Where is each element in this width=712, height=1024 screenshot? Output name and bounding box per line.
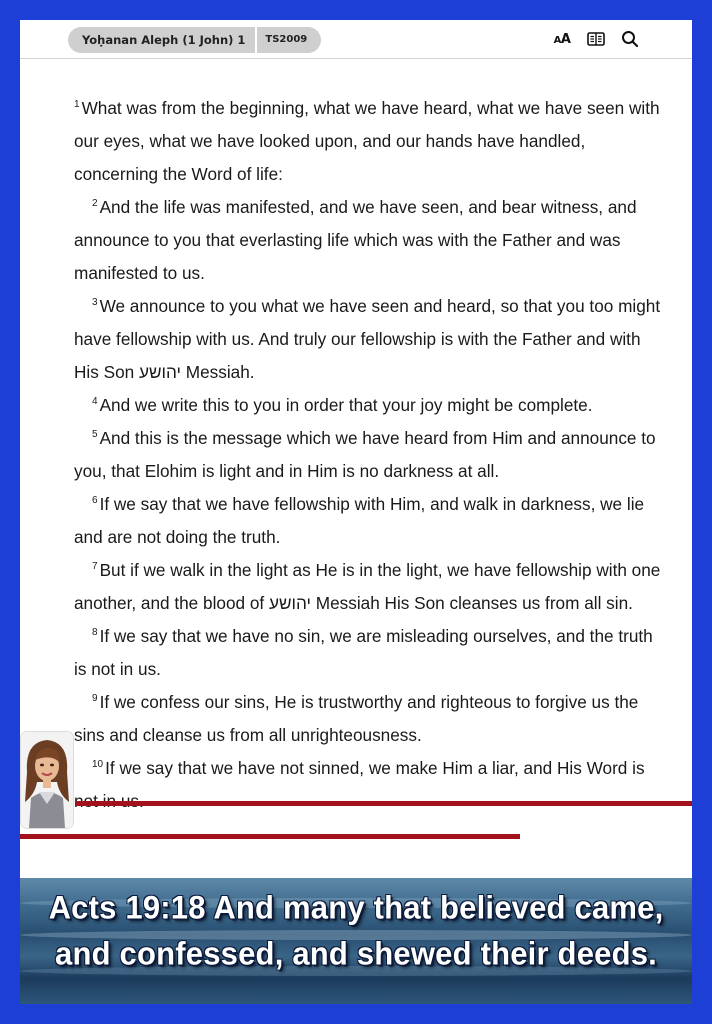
- verse-text: If we say that we have not sinned, we make Him a liar, and His Word is: [105, 758, 645, 778]
- verse-7[interactable]: [74, 554, 664, 620]
- chapter-text: [74, 92, 664, 818]
- verse-text: If we say that we have no sin, we are misleading ourselves, and the truth is not in us.: [74, 626, 653, 679]
- highlight-underline: [75, 801, 692, 806]
- verse-text: We announce to you what we have seen and heard, so that you too might have fellowship with us. And truly our fellowship is with the Father and with His Son יהושע Messiah.: [74, 296, 661, 382]
- verse-number: 9: [92, 693, 98, 705]
- verse-6[interactable]: [74, 488, 664, 554]
- top-toolbar: [20, 20, 692, 59]
- verse-number: 4: [92, 396, 98, 408]
- verse-text: And the life was manifested, and we have seen, and bear witness, and announce to you that everlasting life which was with the Father and was manifested to us.: [74, 197, 637, 283]
- verse-text: And this is the message which we have heard from Him and announce to you, that Elohim is light and in Him is no darkness at all.: [74, 428, 656, 481]
- chapter-selector-pill: [68, 27, 321, 53]
- verse-9[interactable]: [74, 686, 664, 752]
- verse-1[interactable]: [74, 92, 664, 191]
- book-chapter-button[interactable]: Yoḥanan Aleph (1 John) 1: [82, 33, 246, 47]
- verse-number: 6: [92, 495, 98, 507]
- reader-page: [20, 20, 692, 1004]
- verse-text: What was from the beginning, what we have heard, what we have seen with our eyes, what we have looked upon, and our hands have handled, concerning the Word of life:: [74, 98, 660, 184]
- book-reader-icon[interactable]: [586, 29, 606, 49]
- font-size-icon[interactable]: AA: [553, 31, 571, 47]
- version-button[interactable]: TS2009: [265, 34, 308, 45]
- verse-number: 10: [92, 759, 104, 771]
- verse-number: 7: [92, 561, 98, 573]
- verse-text: And we write this to you in order that your joy might be complete.: [99, 395, 593, 415]
- avatar: [21, 732, 73, 828]
- verse-5[interactable]: [74, 422, 664, 488]
- verse-number: 2: [92, 198, 98, 210]
- verse-10[interactable]: [74, 752, 664, 818]
- verse-3[interactable]: [74, 290, 664, 389]
- verse-number: 1: [74, 99, 80, 111]
- toolbar-icons: [552, 29, 640, 49]
- verse-text: If we confess our sins, He is trustworthy and righteous to forgive us the sins and cleanse us from all unrighteousness.: [74, 692, 639, 745]
- banner-line-2: and confessed, and shewed their deeds.: [55, 935, 657, 972]
- highlight-underline: [20, 834, 520, 839]
- verse-text: If we say that we have fellowship with Him, and walk in darkness, we lie and are not doing the truth.: [74, 494, 645, 547]
- verse-number: 3: [92, 297, 98, 309]
- verse-8[interactable]: [74, 620, 664, 686]
- search-icon[interactable]: [620, 29, 640, 49]
- banner-line-1: Acts 19:18 And many that believed came,: [48, 889, 664, 926]
- verse-text: But if we walk in the light as He is in the light, we have fellowship with one another, and the blood of יהושע Messiah His Son cleanses us from all sin.: [74, 560, 661, 613]
- verse-number: 8: [92, 627, 98, 639]
- verse-2[interactable]: [74, 191, 664, 290]
- verse-number: 5: [92, 429, 98, 441]
- verse-4[interactable]: [74, 389, 664, 422]
- verse-banner: [20, 878, 692, 1004]
